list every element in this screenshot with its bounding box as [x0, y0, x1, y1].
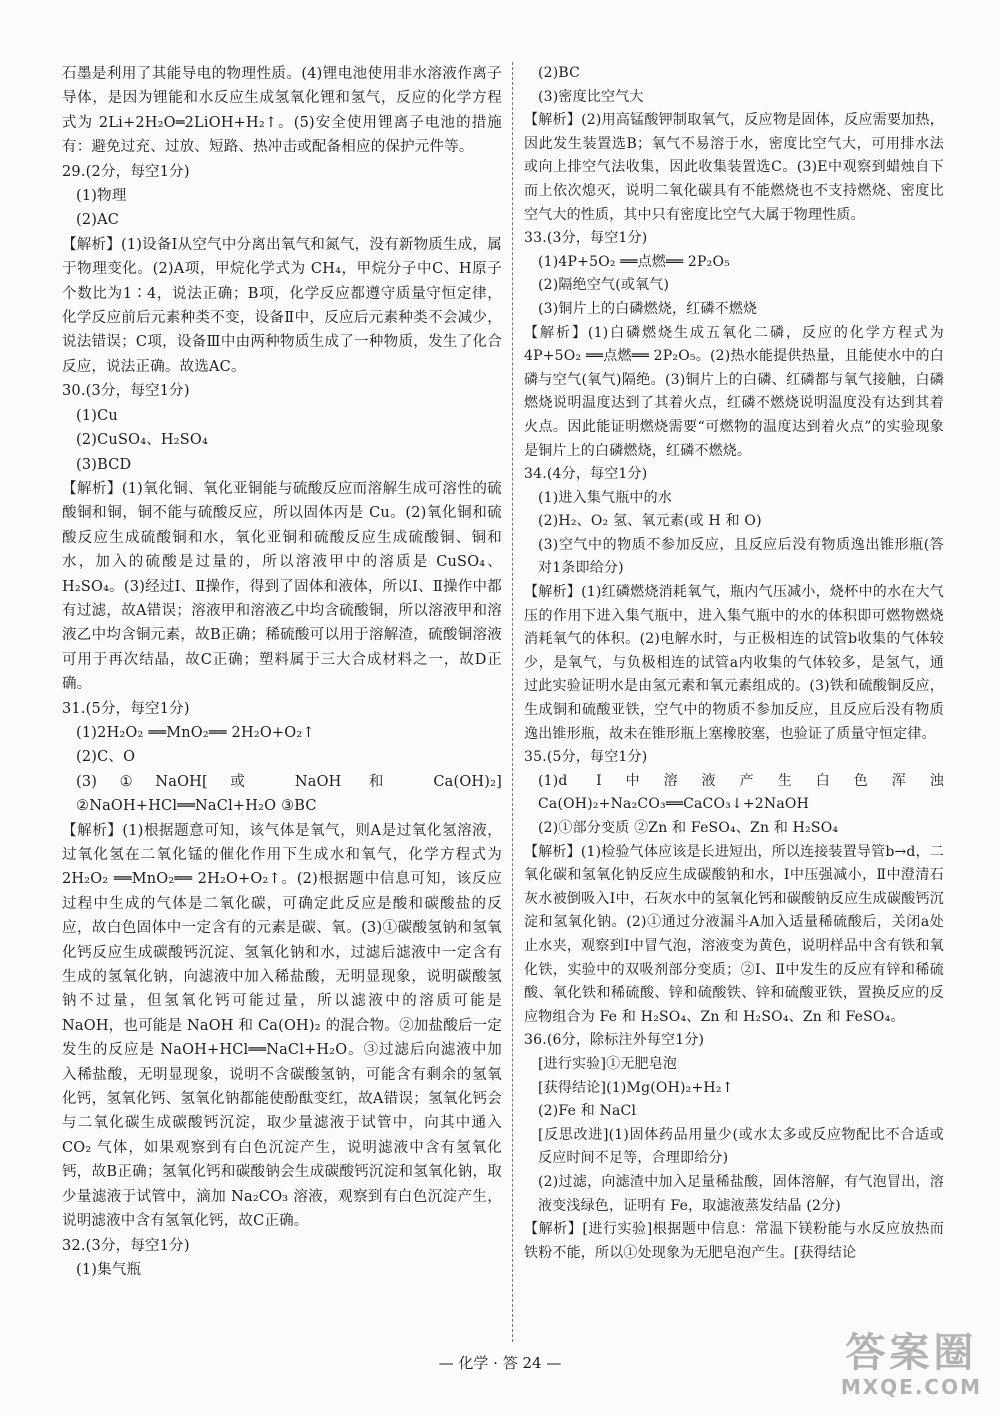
- question-header: 31.(5分，每空1分): [62, 700, 190, 717]
- analysis-block: 【解析】(1)设备Ⅰ从空气中分离出氧气和氮气，没有新物质生成，属于物理变化。(2)A项，甲烷化学式为 CH₄，甲烷分子中C、H原子个数比为1∶4，说法正确；B项，化学反应都遵守质量守恒定律，化学反应前后元素种类不变，设备Ⅱ中，反应后元素种类不会减少，说法错误；C项，设备Ⅲ中由两种物质生成了一种物质，发生了化合反应，说法正确。故选AC。: [62, 236, 502, 375]
- analysis-block: 【解析】(1)根据题意可知，该气体是氧气，则A是过氧化氢溶液，过氧化氢在二氧化锰的催化作用下生成水和氧气，化学方程式为 2H₂O₂ ══MnO₂══ 2H₂O+O₂↑。(2)根据题中信息可知，该反应过程中生成的气体是二氧化碳，可确定此反应是酸和碳酸盐的反应，故白色固体中一定含有的元素是碳、氧。(3)①碳酸氢钠和氢氧化钙反应生成碳酸钙沉淀、氢氧化钠和水，过滤后滤液中一定含有生成的氢氧化钠，向滤液中加入稀盐酸，无明显现象，说明碳酸氢钠不过量，但氢氧化钙可能过量，所以滤液中的溶质可能是 NaOH，也可能是 NaOH 和 Ca(OH)₂ 的混合物。②加盐酸后一定发生的反应是 NaOH+HCl══NaCl+H₂O。③过滤后向滤液中加入稀盐酸，无明显现象，说明不含碳酸氢钠，可能含有剩余的氢氧化钙，氢氧化钙、氢氧化钠都能使酚酞变红，故A错误；氢氧化钙会与二氧化碳生成碳酸钙沉淀，取少量滤液于试管中，向其中通入 CO₂ 气体，如果观察到有白色沉淀产生，说明滤液中含有氢氧化钙，故B正确；氢氧化钙和碳酸钠会生成碳酸钙沉淀和氢氧化钠，取少量滤液于试管中，滴加 Na₂CO₃ 溶液，观察到有白色沉淀产生，说明滤液中含有氢氧化钙，故C正确。: [62, 822, 502, 1230]
- answer-line: (1)2H₂O₂ ══MnO₂══ 2H₂O+O₂↑: [76, 724, 315, 741]
- answer-line: [获得结论](1)Mg(OH)₂+H₂↑: [538, 1079, 734, 1096]
- left-column: [62, 62, 502, 1282]
- answer-line: (3)①NaOH[或 NaOH 和 Ca(OH)₂] ②NaOH+HCl══NaCl+H₂O ③BC: [76, 773, 502, 815]
- watermark-title: 答案圈: [845, 1330, 978, 1376]
- answer-line: (3)密度比空气大: [538, 88, 644, 105]
- answer-line: (2)BC: [538, 65, 581, 81]
- analysis-block: 【解析】(1)红磷燃烧消耗氧气，瓶内气压减小，烧杯中的水在大气压的作用下进入集气瓶中，进入集气瓶中的水的体积即可燃物燃烧消耗氧气的体积。(2)电解水时，与正极相连的试管b收集的气体较少，是氧气，与负极相连的试管a内收集的气体较多，是氢气，通过此实验证明水是由氢元素和氧元素组成的。(3)铁和硫酸铜反应，生成铜和硫酸亚铁，空气中的物质不参加反应，且反应后没有物质逸出锥形瓶，故未在锥形瓶上塞橡胶塞，也验证了质量守恒定律。: [524, 584, 944, 742]
- answer-line: (2)Fe 和 NaCl: [538, 1103, 637, 1120]
- answer-line: (1)进入集气瓶中的水: [538, 489, 673, 506]
- column-divider: [512, 62, 514, 1342]
- answer-line: (1)集气瓶: [76, 1261, 142, 1278]
- answer-line: [进行实验]①无肥皂泡: [538, 1055, 678, 1072]
- question-header: 32.(3分，每空1分): [62, 1237, 190, 1254]
- answer-line: [反思改进](1)固体药品用量少(或水太多或反应物配比不合适或反应时间不足等，合理即给分): [538, 1126, 944, 1167]
- answer-line: (1)d Ⅰ中溶液产生白色浑浊 Ca(OH)₂+Na₂CO₃══CaCO₃↓+2NaOH: [538, 772, 944, 813]
- question-header: 34.(4分，每空1分): [524, 466, 648, 483]
- analysis-block: 【解析】[进行实验]根据题中信息：常温下镁粉能与水反应放热而铁粉不能，所以①处现象为无肥皂泡产生。[获得结论: [524, 1221, 944, 1261]
- analysis-block: 【解析】(1)白磷燃烧生成五氧化二磷，反应的化学方程式为 4P+5O₂ ══点燃══ 2P₂O₅。(2)热水能提供热量，且能使水中的白磷与空气(氧气)隔绝。(3)铜片上的白磷、红磷都与氧气接触，白磷燃烧说明温度达到了其着火点，红磷不燃烧说明温度没有达到其着火点。因此能证明燃烧需要“可燃物的温度达到着火点”的实验现象是铜片上的白磷燃烧，红磷不燃烧。: [524, 324, 944, 459]
- watermark-url: MXQE.COM: [840, 1375, 982, 1399]
- question-header: 36.(6分，除标注外每空1分): [524, 1032, 705, 1049]
- question-header: 29.(2分，每空1分): [62, 163, 190, 180]
- answer-line: (2)CuSO₄、H₂SO₄: [76, 432, 208, 449]
- answer-line: (3)BCD: [76, 456, 132, 473]
- answer-line: (1)Cu: [76, 407, 118, 424]
- answer-line: (2)H₂、O₂ 氢、氧元素(或 H 和 O): [538, 513, 762, 530]
- analysis-block: 【解析】(1)检验气体应该是长进短出，所以连接装置导管b→d，二氧化碳和氢氧化钠反应生成碳酸钠和水，Ⅰ中压强减小，Ⅱ中澄清石灰水被倒吸入Ⅰ中，石灰水中的氢氧化钙和碳酸钠反应生成碳酸钙沉淀和氢氧化钠。(2)①通过分液漏斗A加入适量稀硫酸后，关闭a处止水夹，观察到Ⅰ中冒气泡，溶液变为黄色，说明样品中含有铁和氧化铁，实验中的双吸剂部分变质；②Ⅰ、Ⅱ中发生的反应有锌和稀硫酸、氧化铁和稀硫酸、锌和硫酸铁、锌和硫酸亚铁，置换反应的反应物组合为 Fe 和 H₂SO₄、Zn 和 H₂SO₄、Zn 和 FeSO₄。: [524, 843, 944, 1025]
- question-header: 30.(3分，每空1分): [62, 383, 190, 400]
- answer-line: (1)4P+5O₂ ══点燃══ 2P₂O₅: [538, 253, 730, 270]
- answer-line: (3)铜片上的白磷燃烧，红磷不燃烧: [538, 300, 758, 317]
- answer-line: (1)物理: [76, 188, 127, 205]
- answer-line: (2)过滤，向滤渣中加入足量稀盐酸，固体溶解，有气泡冒出，溶液变浅绿色，证明有 Fe，取滤液蒸发结晶 (2分): [538, 1173, 944, 1214]
- page-footer: — 化学 · 答 24 —: [438, 1354, 562, 1372]
- watermark-logo: [841, 1331, 982, 1399]
- answer-line: (2)AC: [76, 212, 120, 229]
- analysis-block: 【解析】(2)用高锰酸钾制取氧气，反应物是固体，反应需要加热，因此发生装置选B；氧气不易溶于水，密度比空气大，可用排水法或向上排空气法收集，因此收集装置选C。(3)E中观察到蜡烛自下而上依次熄灭，说明二氧化碳具有不能燃烧也不支持燃烧、密度比空气大的性质，其中只有密度比空气大属于物理性质。: [524, 112, 944, 223]
- question-header: 35.(5分，每空1分): [524, 749, 648, 766]
- text-block: 石墨是利用了其能导电的物理性质。(4)锂电池使用非水溶液作离子导体，是因为锂能和水反应生成氢氧化锂和氢气，反应的化学方程式为 2Li+2H₂O═2LiOH+H₂↑。(5)安全使用锂离子电池的措施有：避免过充、过放、短路、热冲击或配备相应的保护元件等。: [62, 66, 502, 156]
- answer-line: (2)C、O: [76, 749, 136, 766]
- answer-line: (2)隔绝空气(或氧气): [538, 277, 670, 294]
- right-column: [524, 62, 944, 1265]
- question-header: 33.(3分，每空1分): [524, 230, 648, 247]
- answer-line: (2)①部分变质 ②Zn 和 FeSO₄、Zn 和 H₂SO₄: [538, 820, 839, 836]
- analysis-block: 【解析】(1)氧化铜、氧化亚铜能与硫酸反应而溶解生成可溶性的硫酸铜和铜，铜不能与硫酸反应，所以固体丙是 Cu。(2)氧化铜和硫酸反应生成硫酸铜和水，氧化亚铜和硫酸反应生成硫酸铜、铜和水，加入的硫酸是过量的，所以溶液甲中的溶质是 CuSO₄、H₂SO₄。(3)经过Ⅰ、Ⅱ操作，得到了固体和液体，所以Ⅰ、Ⅱ操作中都有过滤，故A错误；溶液甲和溶液乙中均含硫酸铜，所以溶液甲和溶液乙中均含铜元素，故B正确；稀硫酸可以用于溶解渣，硫酸铜溶液可用于再次结晶，故C正确；塑料属于三大合成材料之一，故D正确。: [62, 480, 502, 693]
- answer-line: (3)空气中的物质不参加反应，且反应后没有物质逸出锥形瓶(答对1条即给分): [538, 536, 944, 577]
